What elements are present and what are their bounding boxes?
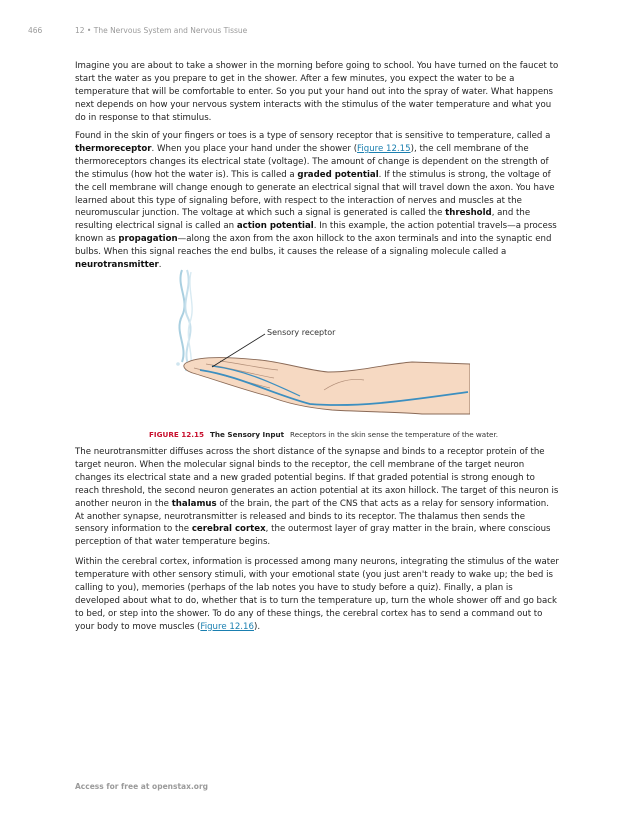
paragraph-cerebral-cortex — [75, 556, 559, 633]
paragraph-neurotransmitter — [75, 446, 559, 549]
text-run: Found in the skin of your fingers or toes is a type of sensory receptor that is sensitive to temperature, called a — [75, 131, 551, 141]
term-thermoreceptor: thermoreceptor — [75, 143, 152, 154]
hand-under-water-illustration — [160, 266, 470, 416]
text-run: —along the axon from the axon hillock to the axon terminals and into the synaptic end bulbs. When this signal reaches the end bulbs, it causes the release of a signaling molecule called a — [75, 234, 552, 258]
running-head: 12 • The Nervous System and Nervous Tissue — [75, 26, 248, 35]
figure-title: The Sensory Input — [210, 430, 285, 439]
figure-link-12-16[interactable]: Figure 12.16 — [200, 621, 254, 632]
text-run: . In this example, the action potential travels—a process known as — [75, 221, 557, 245]
text-run: Within the cerebral cortex, information is processed among many neurons, integrating the stimulus of the water temperature with other sensory stimuli, with your emotional state (you just aren't ready to wake up; the bed is calling to you), memories (perhaps of the lab notes you have to study before a quiz). Finally, a plan is developed about what to do, whether that is to turn the temperature up, turn the whole shower off and go back to bed, or step into the shower. To do any of these things, the cerebral cortex has to send a command out to your body to move muscles ( — [75, 557, 559, 632]
text-run: , and the resulting electrical signal is called an — [75, 208, 531, 232]
text-run: The neurotransmitter diffuses across the short distance of the synapse and binds to a receptor protein of the target neuron. When the molecular signal binds to the receptor, the cell membrane of the target neuron changes its electrical state and a new graded potential begins. If that graded potential is strong enough to reach threshold, the second neuron generates an action potential at its axon hillock. The target of this neuron is another neuron in the — [75, 447, 559, 509]
text-run: . When you place your hand under the shower ( — [151, 143, 358, 154]
term-action-potential: action potential — [236, 221, 314, 232]
water-spray — [179, 270, 192, 366]
text-run: ). — [253, 621, 261, 632]
footer: Access for free at openstax.org — [75, 782, 209, 791]
figure-caption — [149, 430, 498, 439]
paragraph-intro — [75, 60, 559, 125]
term-propagation: propagation — [118, 234, 178, 245]
figure-caption-text: Receptors in the skin sense the temperature of the water. — [290, 430, 499, 439]
text-run: , the outermost layer of gray matter in the brain, where conscious perception of that water temperature begins. — [75, 524, 551, 548]
text-run: . — [158, 260, 162, 271]
text-run: . If the stimulus is strong, the voltage of the cell membrane will change enough to generate an electrical signal that will travel down the axon. You have learned about this type of signaling before, with respect to the interaction of nerves and muscles at the neuromuscular junction. The voltage at which such a signal is generated is called the — [75, 169, 555, 219]
figure-number: FIGURE 12.15 — [149, 430, 205, 439]
term-neurotransmitter: neurotransmitter — [75, 260, 159, 271]
text-run: ), the cell membrane of the thermoreceptors changes its electrical state (voltage). The amount of change is dependent on the strength of the stimulus (how hot the water is). This is called a — [75, 143, 549, 180]
text-run: of the brain, the part of the CNS that acts as a relay for sensory information. At another synapse, neurotransmitter is released and binds to its receptor. The thalamus then sends the sensory information to the — [75, 498, 549, 535]
term-threshold: threshold — [445, 208, 492, 219]
text-run: Imagine you are about to take a shower in the morning before going to school. You have turned on the faucet to start the water as you prepare to get in the shower. After a few minutes, you expect the water to be a temperature that will be comfortable to enter. So you put your hand out into the spray of water. What happens next depends on how your nervous system interacts with the stimulus of the water temperature and what you do in response to that stimulus. — [75, 61, 559, 123]
paragraph-thermoreceptor — [75, 130, 559, 272]
figure-link-12-15[interactable]: Figure 12.15 — [357, 143, 411, 154]
term-cerebral-cortex: cerebral cortex — [191, 524, 266, 535]
sensory-receptor-label: Sensory receptor — [267, 328, 336, 337]
term-thalamus: thalamus — [171, 498, 217, 509]
page-number: 466 — [28, 26, 43, 35]
term-graded-potential: graded potential — [297, 169, 379, 180]
